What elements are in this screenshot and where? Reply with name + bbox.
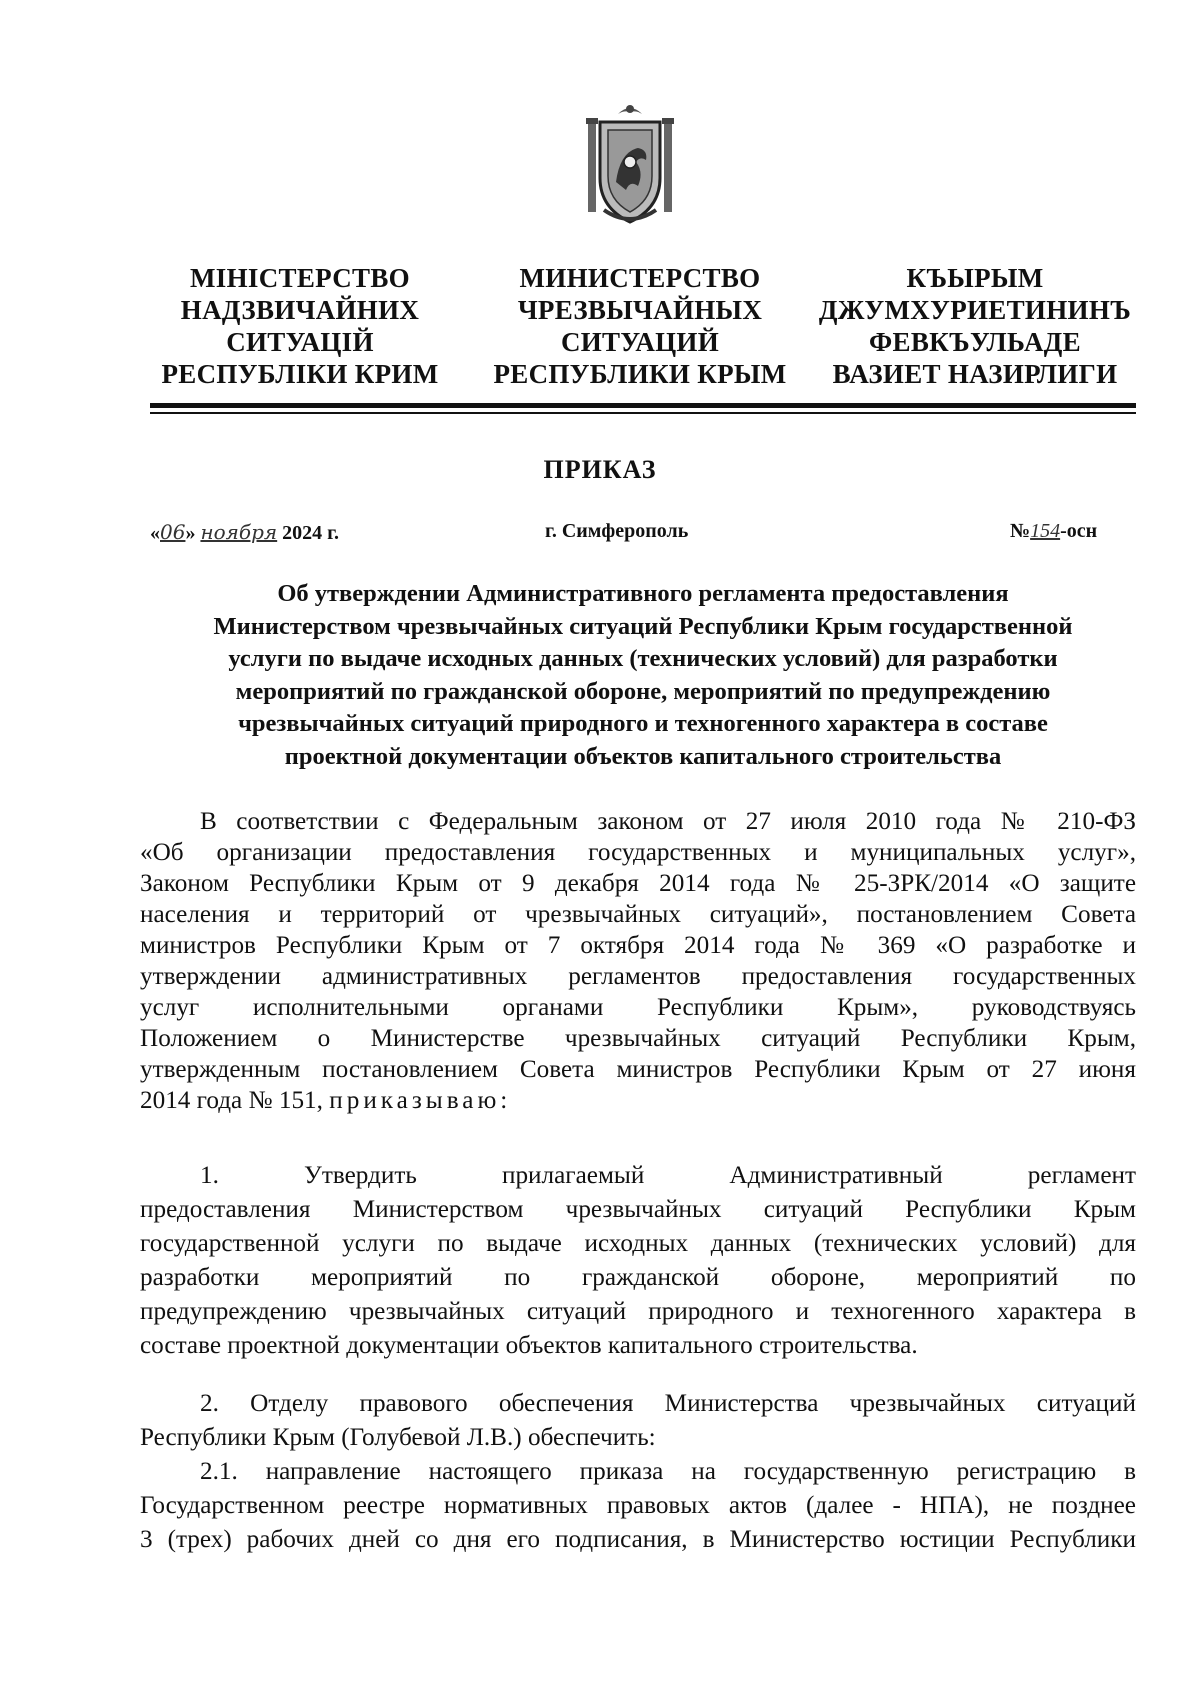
- text-line: предоставления Министерством чрезвычайных ситуаций Республики Крым: [140, 1196, 1136, 1223]
- order-subject: [150, 578, 1136, 773]
- text-line: государственной услуги по выдаче исходных данных (технических условий) для: [140, 1230, 1136, 1257]
- header-line: РЕСПУБЛІКИ КРИМ: [161, 359, 439, 389]
- date-year: 2024 г.: [282, 522, 339, 544]
- text-line: Государственном реестре нормативных правовых актов (далее - НПА), не позднее: [140, 1492, 1136, 1519]
- text-line: 2014 года № 151, приказываю:: [140, 1087, 512, 1114]
- header-line: ДЖУМХУРИЕТИНИНЪ: [818, 295, 1132, 325]
- order-date: «06» ноября 2024 г.: [150, 520, 339, 544]
- text-line: предупреждению чрезвычайных ситуаций природного и техногенного характера в: [140, 1298, 1136, 1325]
- header-ukrainian: [150, 262, 450, 390]
- header-line: КЪЫРЫМ: [906, 263, 1044, 293]
- header-line: СИТУАЦІЙ: [226, 327, 374, 357]
- text-line: разработки мероприятий по гражданской обороне, мероприятий по: [140, 1264, 1136, 1291]
- document-title: ПРИКАЗ: [543, 455, 657, 484]
- subject-line: мероприятий по гражданской обороне, мероприятий по предупреждению: [235, 677, 1051, 705]
- date-month: ноября: [200, 520, 278, 544]
- coat-of-arms-emblem: [580, 100, 680, 232]
- text-line: 1. Утвердить прилагаемый Административный регламент: [200, 1162, 1136, 1189]
- clause-2: [140, 1387, 1136, 1455]
- header-line: ЧРЕЗВЫЧАЙНЫХ: [517, 295, 763, 325]
- subject-line: чрезвычайных ситуаций природного и техногенного характера в составе: [238, 710, 1048, 737]
- text-line: министров Республики Крым от 7 октября 2014 года № 369 «О разработке и: [140, 932, 1136, 959]
- header-line: РЕСПУБЛИКИ КРЫМ: [493, 359, 787, 389]
- text-line: 2. Отделу правового обеспечения Министерства чрезвычайных ситуаций: [200, 1390, 1136, 1417]
- text-line: Республики Крым (Голубевой Л.В.) обеспечить:: [140, 1424, 656, 1451]
- subject-line: Министерством чрезвычайных ситуаций Республики Крым государственной: [213, 612, 1073, 640]
- text-line: утверждении административных регламентов предоставления государственных: [140, 963, 1136, 990]
- order-city: г. Симферополь: [545, 520, 689, 542]
- text-line: В соответствии с Федеральным законом от 27 июля 2010 года № 210-ФЗ: [200, 808, 1136, 835]
- preamble-paragraph: [140, 806, 1136, 1116]
- text-line: Законом Республики Крым от 9 декабря 2014 года № 25-ЗРК/2014 «О защите: [140, 870, 1136, 897]
- text-line: населения и территорий от чрезвычайных ситуаций», постановлением Совета: [140, 901, 1136, 928]
- subject-line: услуги по выдаче исходных данных (технических условий) для разработки: [228, 645, 1058, 672]
- text-line: утвержденным постановлением Совета министров Республики Крым от 27 июня: [140, 1056, 1136, 1083]
- order-verb: приказываю:: [329, 1087, 512, 1114]
- header-line: МІНІСТЕРСТВО: [190, 263, 410, 293]
- order-number-value: 154: [1030, 520, 1061, 542]
- subject-line: проектной документации объектов капитального строительства: [284, 742, 1002, 770]
- date-day: 06: [160, 520, 186, 544]
- header-crimean-tatar: [810, 262, 1140, 390]
- subject-line: Об утверждении Административного регламента предоставления: [277, 580, 1009, 607]
- header-line: СИТУАЦИЙ: [560, 327, 720, 357]
- clause-2-1: [140, 1455, 1136, 1557]
- header-line: ВАЗИЕТ НАЗИРЛИГИ: [832, 359, 1118, 389]
- header-line: МИНИСТЕРСТВО: [519, 263, 761, 293]
- text-line: составе проектной документации объектов капитального строительства.: [140, 1332, 918, 1359]
- text-line: 2.1. направление настоящего приказа на государственную регистрацию в: [200, 1458, 1136, 1485]
- order-number: №154-осн: [1010, 520, 1098, 542]
- header-divider-thick: [150, 403, 1136, 408]
- header-line: НАДЗВИЧАЙНИХ: [180, 295, 420, 325]
- text-line: 3 (трех) рабочих дней со дня его подписания, в Министерство юстиции Республики: [140, 1526, 1136, 1553]
- clause-1: [140, 1159, 1136, 1363]
- header-russian: [480, 262, 800, 390]
- header-divider-thin: [150, 412, 1136, 414]
- text-line: Положением о Министерстве чрезвычайных ситуаций Республики Крым,: [140, 1025, 1136, 1052]
- text-line: услуг исполнительными органами Республики Крым», руководствуясь: [140, 994, 1136, 1021]
- header-line: ФЕВКЪУЛЬАДЕ: [869, 327, 1081, 357]
- text-line: «Об организации предоставления государственных и муниципальных услуг»,: [140, 839, 1136, 866]
